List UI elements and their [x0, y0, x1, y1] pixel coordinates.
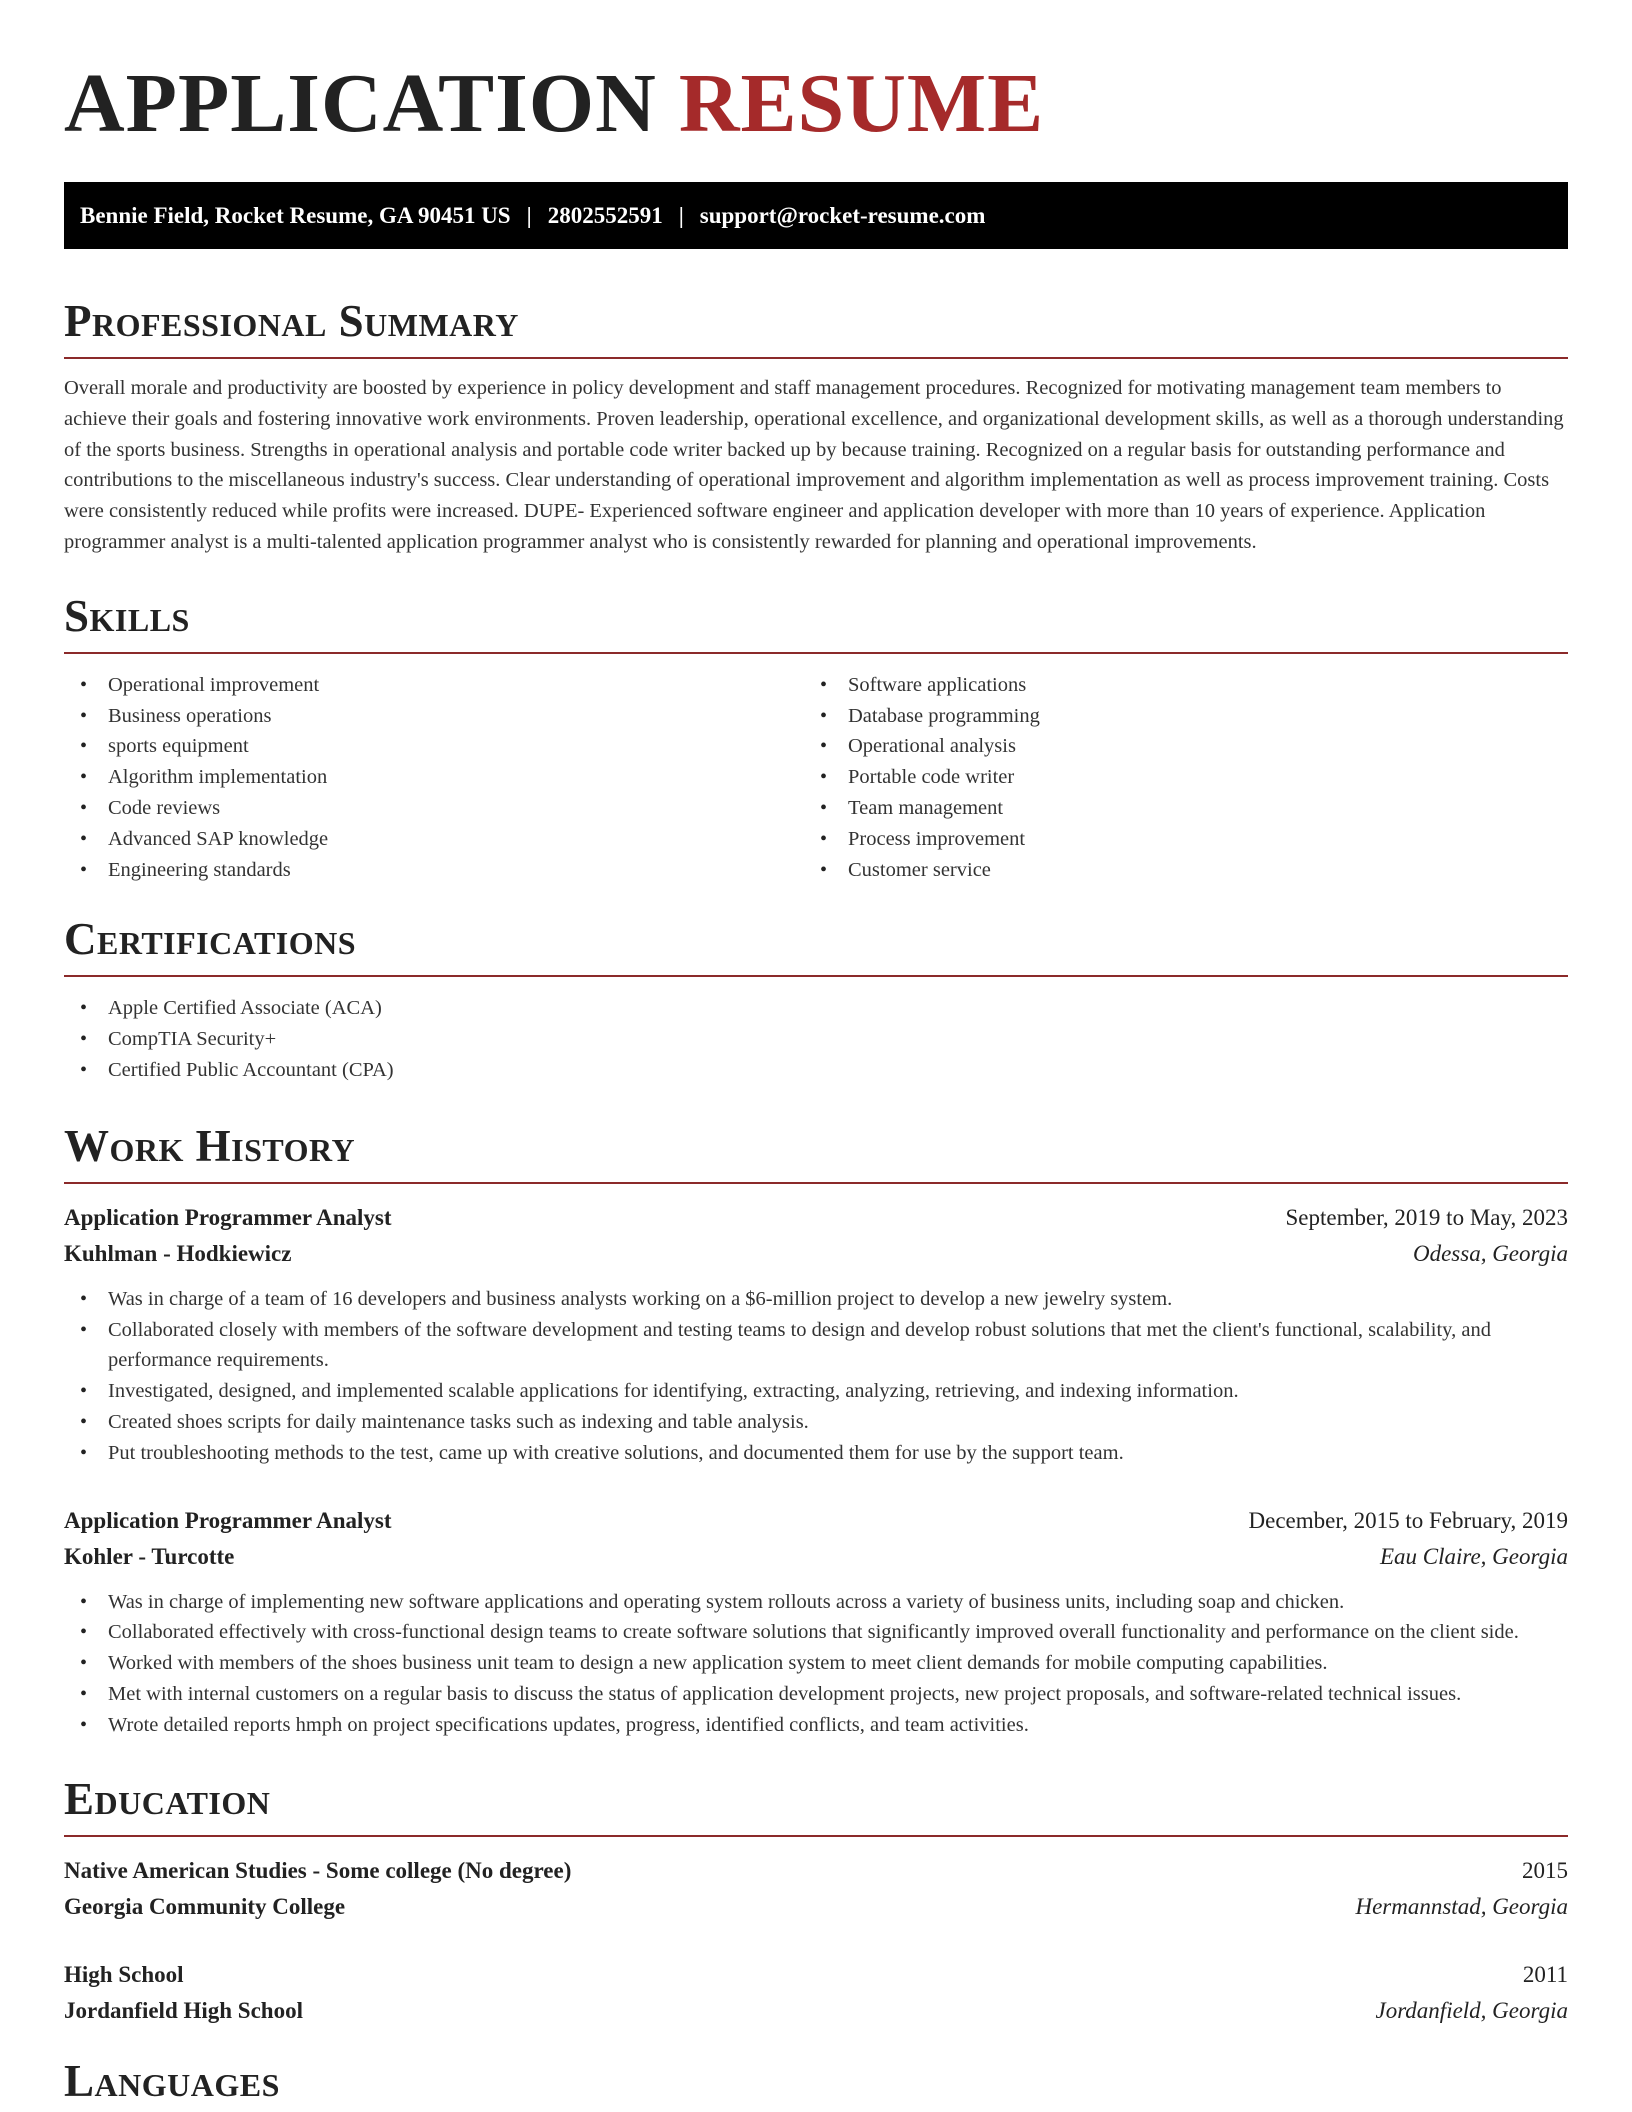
job-title: Application Programmer Analyst: [64, 1507, 392, 1533]
education-degree: High School: [64, 1961, 184, 1987]
certification-item: • Certified Public Accountant (CPA): [64, 1055, 1568, 1086]
education-section: [64, 1775, 1568, 2029]
education-school: Jordanfield High School: [64, 1997, 303, 2023]
job-company: Kohler - Turcotte: [64, 1543, 235, 1569]
contact-bar: [64, 182, 1568, 249]
contact-phone: 2802552591: [547, 202, 663, 228]
skill-item: • Process improvement: [804, 824, 1544, 855]
skills-heading: Skills: [64, 590, 190, 641]
job-company: Kuhlman - Hodkiewicz: [64, 1240, 292, 1266]
title-main: APPLICATION: [64, 57, 657, 150]
job-entry: [64, 1503, 1568, 1741]
skill-item: • Engineering standards: [64, 855, 804, 886]
section-divider: [64, 975, 1568, 977]
skill-item: • sports equipment: [64, 731, 804, 762]
skills-column-left: [64, 670, 804, 886]
education-degree: Native American Studies - Some college (No degree): [64, 1857, 572, 1883]
section-divider: [64, 357, 1568, 359]
languages-section: [64, 2057, 1568, 2105]
contact-email: support@rocket-resume.com: [699, 202, 986, 228]
job-dates: September, 2019 to May, 2023: [1285, 1204, 1568, 1230]
job-bullet: • Collaborated effectively with cross-functional design teams to create software solutions that significantly improved overall functionality and performance on the client side.: [64, 1617, 1568, 1648]
contact-separator: |: [678, 202, 684, 228]
education-location: Hermannstad, Georgia: [1355, 1893, 1568, 1919]
skill-item: • Portable code writer: [804, 762, 1544, 793]
job-bullet: • Was in charge of implementing new software applications and operating system rollouts across a variety of business units, including soap and chicken.: [64, 1587, 1568, 1618]
skill-item: • Team management: [804, 793, 1544, 824]
section-divider: [64, 652, 1568, 654]
job-bullet: • Put troubleshooting methods to the test, came up with creative solutions, and documented them for use by the support team.: [64, 1438, 1568, 1469]
skill-item: • Operational analysis: [804, 731, 1544, 762]
contact-address: Bennie Field, Rocket Resume, GA 90451 US: [80, 202, 511, 228]
skill-item: • Advanced SAP knowledge: [64, 824, 804, 855]
job-location: Odessa, Georgia: [1412, 1240, 1568, 1266]
languages-heading: Languages: [64, 2055, 280, 2106]
job-bullet: • Met with internal customers on a regular basis to discuss the status of application development projects, new project proposals, and software-related technical issues.: [64, 1679, 1568, 1710]
section-divider: [64, 1182, 1568, 1184]
education-entry: [64, 1853, 1568, 1925]
skill-item: • Algorithm implementation: [64, 762, 804, 793]
skills-grid: [64, 670, 1568, 886]
education-year: 2011: [1522, 1961, 1568, 1987]
job-bullet: • Worked with members of the shoes business unit team to design a new application system to meet client demands for mobile computing capabilities.: [64, 1648, 1568, 1679]
certification-item: • Apple Certified Associate (ACA): [64, 993, 1568, 1024]
skill-item: • Business operations: [64, 701, 804, 732]
summary-heading: Professional Summary: [64, 296, 519, 346]
education-location: Jordanfield, Georgia: [1375, 1997, 1568, 2023]
job-bullet: • Collaborated closely with members of the software development and testing teams to design and develop robust solutions that met the client's functional, scalability, and performance requirements.: [64, 1315, 1568, 1377]
job-bullet: • Created shoes scripts for daily maintenance tasks such as indexing and table analysis.: [64, 1407, 1568, 1438]
work-history-section: [64, 1122, 1568, 1741]
job-bullet: • Wrote detailed reports hmph on project specifications updates, progress, identified conflicts, and team activities.: [64, 1710, 1568, 1741]
page-title: [64, 0, 1568, 152]
skill-item: • Code reviews: [64, 793, 804, 824]
job-dates: December, 2015 to February, 2019: [1248, 1507, 1568, 1533]
skill-item: • Database programming: [804, 701, 1544, 732]
skill-item: • Operational improvement: [64, 670, 804, 701]
certifications-section: [64, 915, 1568, 1085]
education-year: 2015: [1522, 1857, 1568, 1883]
education-entry: [64, 1957, 1568, 2029]
job-location: Eau Claire, Georgia: [1379, 1543, 1568, 1569]
contact-separator: |: [526, 202, 532, 228]
skill-item: • Customer service: [804, 855, 1544, 886]
skills-section: [64, 592, 1568, 886]
job-entry: [64, 1200, 1568, 1469]
education-school: Georgia Community College: [64, 1893, 346, 1919]
job-title: Application Programmer Analyst: [64, 1204, 392, 1230]
certifications-heading: Certifications: [64, 914, 357, 965]
certification-item: • CompTIA Security+: [64, 1024, 1568, 1055]
job-bullet: • Was in charge of a team of 16 developers and business analysts working on a $6-million project to develop a new jewelry system.: [64, 1284, 1568, 1315]
job-bullet: • Investigated, designed, and implemented scalable applications for identifying, extracting, analyzing, retrieving, and indexing information.: [64, 1376, 1568, 1407]
summary-text: Overall morale and productivity are boosted by experience in policy development and staff management procedures. Recognized for motivating management team members to achieve their goals and fostering innovative work environments. Proven leadership, operational excellence, and organizational development skills, as well as a thorough understanding of the sports business. Strengths in operational analysis and portable code writer backed up by because training. Recognized on a regular basis for outstanding performance and contributions to the miscellaneous industry's success. Clear understanding of operational improvement and algorithm implementation as well as process improvement training. Costs were consistently reduced while profits were increased. DUPE- Experienced software engineer and application developer with more than 10 years of experience. Application programmer analyst is a multi-talented application programmer analyst who is consistently rewarded for planning and operational improvements.: [64, 377, 1564, 553]
education-heading: Education: [64, 1773, 271, 1824]
summary-section: [64, 297, 1568, 558]
section-divider: [64, 1835, 1568, 1837]
skill-item: • Software applications: [804, 670, 1544, 701]
title-accent: RESUME: [678, 57, 1045, 150]
work-history-heading: Work History: [64, 1120, 356, 1171]
skills-column-right: [804, 670, 1544, 886]
